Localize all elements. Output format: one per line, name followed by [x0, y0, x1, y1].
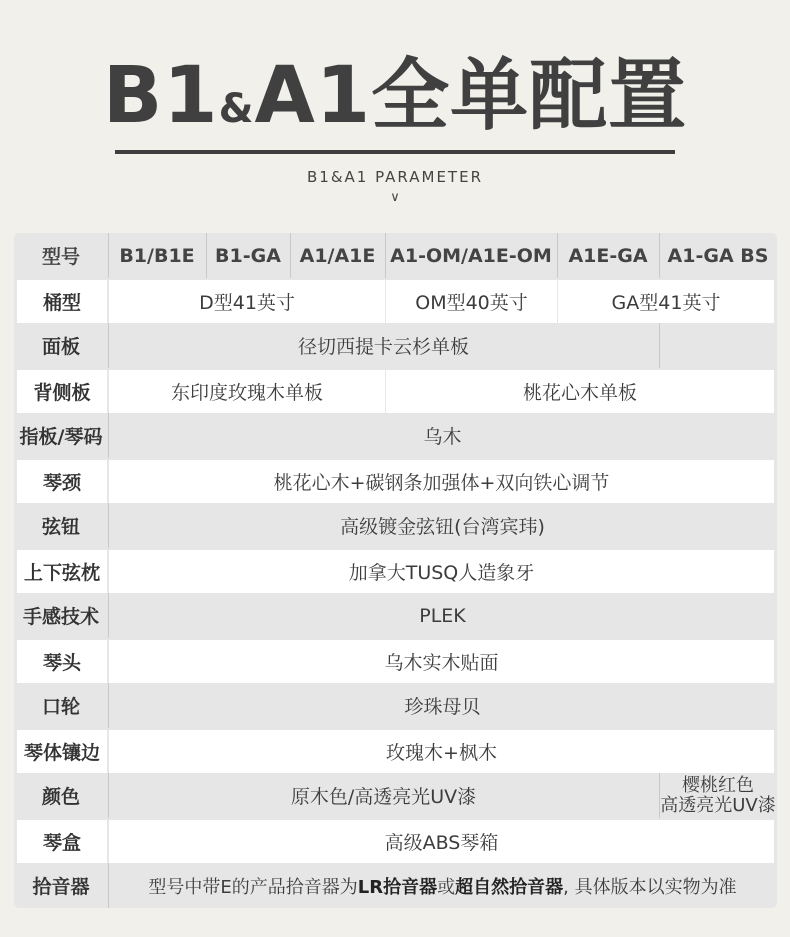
pickup-natural: 超自然拾音器 [455, 876, 564, 898]
color-cherry [659, 773, 777, 818]
divider [108, 683, 109, 728]
divider [108, 593, 109, 638]
divider [290, 233, 291, 278]
divider [108, 233, 109, 278]
header-b1: B1/B1E [119, 244, 195, 267]
color-cherry-line1: 樱桃红色 [682, 774, 754, 796]
color-cherry-line2: 高透亮光UV漆 [660, 794, 776, 816]
header-a1-om: A1-OM/A1E-OM [390, 244, 552, 267]
headstock-value: 乌木实木贴面 [109, 640, 774, 683]
divider [659, 323, 660, 368]
header-model: 型号 [41, 246, 80, 268]
header-b1-ga: B1-GA [215, 244, 281, 267]
pickup-note [108, 863, 777, 908]
top-value: 径切西提卡云杉单板 [297, 336, 469, 358]
body-shape-ga: GA型41英寸 [558, 280, 774, 323]
header-a1-ga-bs: A1-GA BS [667, 244, 769, 267]
row-label-backside: 背侧板 [17, 370, 107, 413]
pickup-note-text: 型号中带E的产品拾音器为 [148, 876, 358, 898]
divider [385, 233, 386, 278]
row-label-color: 颜色 [41, 786, 80, 808]
divider [659, 233, 660, 278]
divider [108, 323, 109, 368]
header-a1e-ga: A1E-GA [568, 244, 648, 267]
row-label-tech: 手感技术 [22, 606, 99, 628]
row-label-headstock: 琴头 [17, 640, 107, 683]
row-label-rosette: 口轮 [41, 696, 80, 718]
row-label-binding: 琴体镶边 [17, 730, 107, 773]
divider [206, 233, 207, 278]
case-value: 高级ABS琴箱 [109, 820, 774, 863]
body-shape-b1: D型41英寸 [109, 280, 385, 323]
row-label-top: 面板 [41, 336, 80, 358]
chevron-down-icon: ∨ [390, 190, 400, 205]
divider [557, 233, 558, 278]
binding-value: 玫瑰木+枫木 [109, 730, 774, 773]
divider [659, 773, 660, 818]
page-subtitle: B1&A1 PARAMETER [306, 168, 483, 186]
page-title: B1&A1全单配置 [102, 51, 688, 141]
divider [108, 503, 109, 548]
color-natural: 原木色/高透亮光UV漆 [290, 786, 477, 808]
row-label-pickup: 拾音器 [32, 876, 90, 898]
neck-value: 桃花心木+碳钢条加强体+双向铁心调节 [109, 460, 774, 503]
row-label-case: 琴盒 [17, 820, 107, 863]
row-label-fingerboard: 指板/琴码 [19, 426, 103, 448]
pickup-lr: LR拾音器 [357, 876, 438, 898]
tech-value: PLEK [419, 604, 466, 627]
divider [108, 863, 109, 908]
pickup-or: 或 [437, 876, 456, 898]
row-label-tuners: 弦钮 [41, 516, 80, 538]
nut-value: 加拿大TUSQ人造象牙 [109, 550, 774, 593]
body-shape-om: OM型40英寸 [386, 280, 557, 323]
fingerboard-value: 乌木 [423, 426, 462, 448]
pickup-note-tail: , 具体版本以实物为准 [563, 876, 737, 898]
tuners-value: 高级镀金弦钮(台湾宾玮) [340, 516, 545, 538]
row-label-body: 桶型 [17, 280, 107, 323]
divider [108, 413, 109, 458]
row-label-nut: 上下弦枕 [17, 550, 107, 593]
backside-rosewood: 东印度玫瑰木单板 [109, 370, 385, 413]
rosette-value: 珍珠母贝 [404, 696, 481, 718]
header-a1: A1/A1E [299, 244, 376, 267]
title-underline [115, 150, 675, 154]
row-label-neck: 琴颈 [17, 460, 107, 503]
backside-mahogany: 桃花心木单板 [386, 370, 774, 413]
parameter-table [14, 233, 777, 908]
divider [108, 773, 109, 818]
